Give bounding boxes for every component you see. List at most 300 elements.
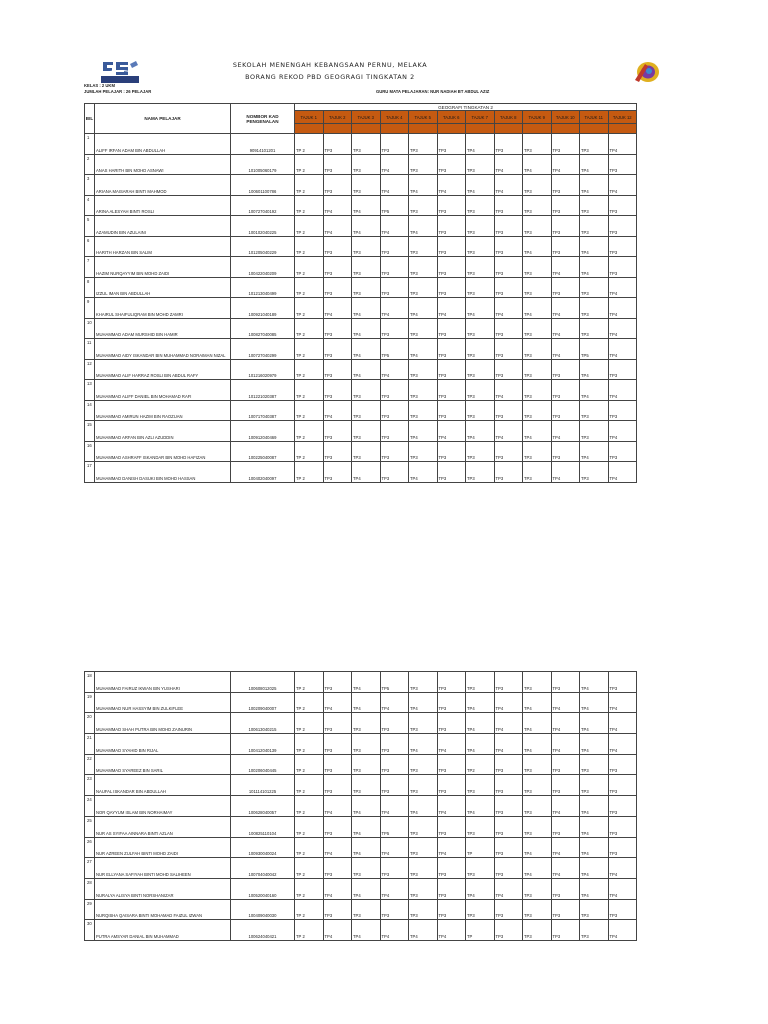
tp-score-cell: TP3 — [380, 775, 409, 796]
tp-score-cell: TP4 — [352, 462, 381, 483]
tp-score-cell: TP 2 — [295, 858, 324, 879]
tp-score-cell: TP3 — [494, 775, 523, 796]
tp-score-cell: TP3 — [352, 277, 381, 298]
tp-score-cell: TP4 — [466, 796, 495, 817]
tp-score-cell: TP3 — [494, 359, 523, 380]
tp-score-cell: TP4 — [352, 672, 381, 693]
tp-score-cell: TP3 — [608, 899, 637, 920]
tajuk-header-3: TAJUK 3 — [352, 111, 381, 124]
tp-score-cell: TP3 — [323, 775, 352, 796]
col-header-bil: BIL — [85, 104, 95, 134]
table-row — [85, 359, 637, 380]
student-name: MUHAMMAD SYAREEZ BIN SARIL — [95, 754, 231, 775]
student-bil: 22 — [85, 754, 95, 775]
tp-score-cell: TP3 — [437, 754, 466, 775]
tp-score-cell: TP2 — [466, 754, 495, 775]
tp-score-cell: TP4 — [437, 920, 466, 941]
tp-score-cell: TP3 — [608, 837, 637, 858]
table-row — [85, 837, 637, 858]
tp-score-cell: TP 2 — [295, 796, 324, 817]
student-name: ARIANA MAISARAH BINTI MAHMOD — [95, 175, 231, 196]
tp-score-cell: TP3 — [494, 318, 523, 339]
tp-score-cell: TP4 — [551, 298, 580, 319]
tp-score-cell: TP 2 — [295, 257, 324, 278]
tp-score-cell: TP 2 — [295, 734, 324, 755]
table-row — [85, 318, 637, 339]
tp-score-cell: TP3 — [523, 672, 552, 693]
tp-score-cell: TP3 — [409, 257, 438, 278]
tp-score-cell: TP4 — [580, 175, 609, 196]
student-bil: 17 — [85, 462, 95, 483]
student-bil: 8 — [85, 277, 95, 298]
tp-score-cell: TP4 — [352, 816, 381, 837]
student-ic: 101213040499 — [231, 277, 295, 298]
student-ic: 100206040445 — [231, 754, 295, 775]
table-row — [85, 920, 637, 941]
student-ic: 100624040421 — [231, 920, 295, 941]
tp-score-cell: TP3 — [409, 380, 438, 401]
table-row — [85, 154, 637, 175]
tp-score-cell: TP4 — [352, 359, 381, 380]
tp-score-cell: TP3 — [608, 796, 637, 817]
tp-score-cell: TP 2 — [295, 380, 324, 401]
tp-score-cell: TP4 — [580, 713, 609, 734]
table-row — [85, 339, 637, 360]
tp-score-cell: TP3 — [580, 400, 609, 421]
tp-score-cell: TP3 — [608, 775, 637, 796]
table-row — [85, 899, 637, 920]
tp-score-cell: TP 2 — [295, 339, 324, 360]
tp-score-cell: TP 2 — [295, 134, 324, 155]
tp-score-cell: TP4 — [437, 796, 466, 817]
tajuk-header-4: TAJUK 4 — [380, 111, 409, 124]
tp-score-cell: TP4 — [437, 298, 466, 319]
tp-score-cell: TP3 — [523, 441, 552, 462]
tp-score-cell: TP4 — [409, 462, 438, 483]
tp-score-cell: TP3 — [580, 216, 609, 237]
tp-score-cell: TP4 — [466, 175, 495, 196]
student-name: MUHAMMAD ALIF HARRAZ ROSLI BIN ABDUL RAFY — [95, 359, 231, 380]
table-row — [85, 298, 637, 319]
tp-score-cell: TP3 — [608, 754, 637, 775]
tp-score-cell: TP3 — [437, 858, 466, 879]
tajuk-band-cell — [466, 124, 495, 134]
student-name: NUR AZREEN ZULFAH BINTI MOHD ZAIDI — [95, 837, 231, 858]
student-bil: 11 — [85, 339, 95, 360]
tp-score-cell: TP3 — [323, 339, 352, 360]
tp-score-cell: TP3 — [323, 899, 352, 920]
table-row — [85, 421, 637, 442]
student-ic: 100520040160 — [231, 878, 295, 899]
tp-score-cell: TP3 — [494, 920, 523, 941]
tp-score-cell: TP3 — [580, 134, 609, 155]
tp-score-cell: TP4 — [380, 216, 409, 237]
tajuk-band-cell — [608, 124, 637, 134]
tp-score-cell: TP4 — [580, 692, 609, 713]
table-row — [85, 713, 637, 734]
tp-score-cell: TP3 — [466, 339, 495, 360]
tp-score-cell: TP4 — [352, 339, 381, 360]
tajuk-band-cell — [295, 124, 324, 134]
tp-score-cell: TP3 — [523, 816, 552, 837]
tp-score-cell: TP3 — [580, 421, 609, 442]
tp-score-cell: TP3 — [352, 858, 381, 879]
tp-score-cell: TP3 — [608, 236, 637, 257]
tp-score-cell: TP3 — [608, 441, 637, 462]
tp-score-cell: TP4 — [580, 154, 609, 175]
tp-score-cell: TP4 — [494, 878, 523, 899]
tp-score-cell: TP3 — [409, 672, 438, 693]
tp-score-cell: TP3 — [352, 754, 381, 775]
student-bil: 21 — [85, 734, 95, 755]
tp-score-cell: TP4 — [580, 796, 609, 817]
student-name: ALIFF IRFAN ADAM BIN ABDULLAH — [95, 134, 231, 155]
tajuk-header-8: TAJUK 8 — [494, 111, 523, 124]
student-name: MUHAMMAD ARFAN BIN AZLI AZUDDIN — [95, 421, 231, 442]
tp-score-cell: TP3 — [551, 216, 580, 237]
tp-score-cell: TP4 — [551, 462, 580, 483]
tp-score-cell: TP4 — [523, 154, 552, 175]
tp-score-cell: TP3 — [523, 380, 552, 401]
crest-logo-icon — [632, 60, 662, 84]
tp-score-cell: TP3 — [523, 775, 552, 796]
student-ic: 100402040097 — [231, 462, 295, 483]
tp-score-cell: TP3 — [352, 236, 381, 257]
student-ic: 101216020979 — [231, 359, 295, 380]
tp-score-cell: TP3 — [466, 380, 495, 401]
tp-score-cell: TP3 — [494, 236, 523, 257]
tp-score-cell: TP3 — [409, 899, 438, 920]
tp-score-cell: TP4 — [580, 441, 609, 462]
tp-score-cell: TP4 — [494, 154, 523, 175]
student-ic: 90914101201 — [231, 134, 295, 155]
tp-score-cell: TP4 — [323, 878, 352, 899]
student-bil: 29 — [85, 899, 95, 920]
teacher-label: GURU MATA PELAJARAN: NUR NADIAH BT ABDUL AZIZ — [376, 89, 490, 94]
tp-score-cell: TP3 — [551, 816, 580, 837]
table-row — [85, 257, 637, 278]
tp-score-cell: TP4 — [323, 216, 352, 237]
tp-score-cell: TP4 — [494, 713, 523, 734]
student-name: MUHAMMAD FAIRUZ IKWAN BIN YUSHARI — [95, 672, 231, 693]
student-ic: 100921040189 — [231, 298, 295, 319]
tp-score-cell: TP4 — [608, 277, 637, 298]
tp-score-cell: TP3 — [323, 277, 352, 298]
tp-score-cell: TP3 — [323, 754, 352, 775]
student-bil: 27 — [85, 858, 95, 879]
tp-score-cell: TP4 — [409, 216, 438, 237]
tp-score-cell: TP 2 — [295, 878, 324, 899]
tp-score-cell: TP4 — [409, 298, 438, 319]
tp-score-cell: TP4 — [580, 380, 609, 401]
tp-score-cell: TP3 — [551, 775, 580, 796]
student-name: NUR ELLYANA SAFIYAH BINTI MOHD SALIHEEN — [95, 858, 231, 879]
tp-score-cell: TP4 — [494, 734, 523, 755]
student-ic: 100727040192 — [231, 195, 295, 216]
tp-score-cell: TP3 — [323, 380, 352, 401]
tp-score-cell: TP3 — [437, 236, 466, 257]
tp-score-cell: TP4 — [380, 359, 409, 380]
student-name: HARITH HARZAN BIN SALIM — [95, 236, 231, 257]
tp-score-cell: TP3 — [551, 175, 580, 196]
student-name: AZAMUDIN BIN AZULAINI — [95, 216, 231, 237]
tp-score-cell: TP3 — [580, 754, 609, 775]
tp-score-cell: TP3 — [352, 400, 381, 421]
tp-score-cell: TP4 — [466, 734, 495, 755]
tp-score-cell: TP4 — [380, 175, 409, 196]
tp-score-cell: TP4 — [608, 175, 637, 196]
student-ic: 100825110104 — [231, 816, 295, 837]
tp-score-cell: TP4 — [551, 421, 580, 442]
tp-score-cell: TP3 — [409, 754, 438, 775]
student-name: NUR AS SYIFAA AINNARA BINTI AZLAN — [95, 816, 231, 837]
tp-score-cell: TP3 — [551, 672, 580, 693]
tp-score-cell: TP3 — [437, 816, 466, 837]
student-name: PUTRA AMSYAR DANIAL BIN MUHAMMAD — [95, 920, 231, 941]
tp-score-cell: TP4 — [523, 858, 552, 879]
tp-score-cell: TP4 — [409, 175, 438, 196]
tp-score-cell: TP3 — [494, 837, 523, 858]
student-bil: 19 — [85, 692, 95, 713]
table-row — [85, 858, 637, 879]
table-row — [85, 462, 637, 483]
tp-score-cell: TP3 — [494, 754, 523, 775]
tp-score-cell: TP3 — [323, 175, 352, 196]
student-name: MUHAMMAD ALIFF DANIEL BIN MOHAMAD RAFI — [95, 380, 231, 401]
tp-score-cell: TP3 — [352, 713, 381, 734]
table-row — [85, 380, 637, 401]
tp-score-cell: TP3 — [409, 134, 438, 155]
school-name: SEKOLAH MENENGAH KEBANGSAAN PERNU, MELAKA — [232, 61, 428, 69]
tp-score-cell: TP4 — [551, 692, 580, 713]
tp-score-cell: TP3 — [323, 154, 352, 175]
tajuk-header-12: TAJUK 12 — [608, 111, 637, 124]
tajuk-band-cell — [494, 124, 523, 134]
tp-score-cell: TP3 — [523, 920, 552, 941]
tp-score-cell: TP4 — [466, 692, 495, 713]
student-name: MUHAMMAD ADAM MURSHID BIN HAMIR — [95, 318, 231, 339]
tp-score-cell: TP3 — [352, 380, 381, 401]
student-bil: 30 — [85, 920, 95, 941]
tp-score-cell: TP3 — [409, 195, 438, 216]
student-ic: 100628040057 — [231, 796, 295, 817]
table-row — [85, 195, 637, 216]
tp-score-cell: TP3 — [323, 441, 352, 462]
tp-score-cell: TP4 — [409, 920, 438, 941]
tp-score-cell: TP3 — [466, 154, 495, 175]
tp-score-cell: TP4 — [494, 175, 523, 196]
table-row — [85, 734, 637, 755]
tp-score-cell: TP4 — [409, 339, 438, 360]
tp-score-cell: TP3 — [608, 257, 637, 278]
col-header-nama: NAMA PELAJAR — [95, 104, 231, 134]
tp-score-cell: TP3 — [437, 134, 466, 155]
tp-score-cell: TP3 — [608, 816, 637, 837]
tp-score-cell: TP4 — [352, 837, 381, 858]
tp-score-cell: TP3 — [409, 878, 438, 899]
tp-score-cell: TP 2 — [295, 441, 324, 462]
tp-score-cell: TP — [466, 837, 495, 858]
student-ic: 100601100786 — [231, 175, 295, 196]
tp-score-cell: TP4 — [494, 298, 523, 319]
student-ic: 100717040387 — [231, 400, 295, 421]
tp-score-cell: TP4 — [323, 298, 352, 319]
tp-score-cell: TP3 — [323, 359, 352, 380]
tp-score-cell: TP4 — [580, 837, 609, 858]
tp-score-cell: TP3 — [437, 154, 466, 175]
tp-score-cell: TP4 — [580, 236, 609, 257]
tp-score-cell: TP4 — [323, 837, 352, 858]
tajuk-band-cell — [437, 124, 466, 134]
table-row — [85, 441, 637, 462]
student-bil: 9 — [85, 298, 95, 319]
tp-score-cell: TP3 — [551, 441, 580, 462]
tp-score-cell: TP3 — [380, 754, 409, 775]
student-name: MUHAMMAD AIDY ISKANDAR BIN MUHAMMAD NORAIMAN NIZAL — [95, 339, 231, 360]
tp-score-cell: TP4 — [551, 713, 580, 734]
tp-score-cell: TP4 — [608, 920, 637, 941]
tp-score-cell: TP3 — [409, 837, 438, 858]
student-bil: 18 — [85, 672, 95, 693]
tp-score-cell: TP3 — [551, 920, 580, 941]
tp-score-cell: TP3 — [551, 380, 580, 401]
tp-score-cell: TP3 — [409, 236, 438, 257]
tajuk-band-cell — [580, 124, 609, 134]
tajuk-band-cell — [352, 124, 381, 134]
tp-score-cell: TP3 — [580, 195, 609, 216]
tp-score-cell: TP4 — [494, 692, 523, 713]
tp-score-cell: TP5 — [380, 816, 409, 837]
student-ic: 101221020387 — [231, 380, 295, 401]
tp-score-cell: TP 2 — [295, 195, 324, 216]
tp-score-cell: TP 2 — [295, 298, 324, 319]
tp-score-cell: TP3 — [380, 236, 409, 257]
tp-score-cell: TP 2 — [295, 920, 324, 941]
table-row — [85, 277, 637, 298]
tp-score-cell: TP3 — [608, 400, 637, 421]
tp-score-cell: TP4 — [409, 796, 438, 817]
tp-score-cell: TP5 — [380, 672, 409, 693]
tp-score-cell: TP4 — [608, 298, 637, 319]
tajuk-header-6: TAJUK 6 — [437, 111, 466, 124]
tp-score-cell: TP3 — [551, 878, 580, 899]
tp-score-cell: TP4 — [551, 154, 580, 175]
tp-score-cell: TP3 — [523, 878, 552, 899]
tp-score-cell: TP4 — [608, 134, 637, 155]
tp-score-cell: TP3 — [352, 134, 381, 155]
tp-score-cell: TP4 — [551, 318, 580, 339]
student-bil: 12 — [85, 359, 95, 380]
tp-score-cell: TP3 — [437, 775, 466, 796]
tp-score-cell: TP3 — [523, 339, 552, 360]
tp-score-cell: TP4 — [352, 318, 381, 339]
tp-score-cell: TP3 — [580, 462, 609, 483]
tp-score-cell: TP3 — [551, 754, 580, 775]
tp-score-cell: TP3 — [494, 441, 523, 462]
tp-score-cell: TP3 — [466, 672, 495, 693]
tp-score-cell: TP3 — [551, 195, 580, 216]
tp-score-cell: TP3 — [523, 195, 552, 216]
student-name: KHAIRUL SHAIFULIQRAM BIN MOHD ZAMRI — [95, 298, 231, 319]
tp-score-cell: TP3 — [466, 216, 495, 237]
tp-score-cell: TP4 — [608, 421, 637, 442]
tp-score-cell: TP4 — [551, 339, 580, 360]
tp-score-cell: TP3 — [580, 899, 609, 920]
tp-score-cell: TP4 — [494, 380, 523, 401]
tp-score-cell: TP3 — [494, 277, 523, 298]
tajuk-header-11: TAJUK 11 — [580, 111, 609, 124]
student-bil: 26 — [85, 837, 95, 858]
tp-score-cell: TP3 — [380, 134, 409, 155]
tp-score-cell: TP3 — [580, 775, 609, 796]
tp-score-cell: TP3 — [437, 672, 466, 693]
tp-score-cell: TP4 — [380, 154, 409, 175]
tp-score-cell: TP 2 — [295, 236, 324, 257]
tp-score-cell: TP4 — [608, 380, 637, 401]
student-bil: 3 — [85, 175, 95, 196]
student-ic: 101005060179 — [231, 154, 295, 175]
student-bil: 15 — [85, 421, 95, 442]
record-table-page-2 — [84, 671, 637, 941]
tp-score-cell: TP 2 — [295, 277, 324, 298]
tajuk-band-cell — [409, 124, 438, 134]
student-name: MUHAMMAD DANISH DASUKI BIN MOHD HASSAN — [95, 462, 231, 483]
tajuk-header-2: TAJUK 2 — [323, 111, 352, 124]
tp-score-cell: TP3 — [409, 400, 438, 421]
tp-score-cell: TP4 — [608, 692, 637, 713]
tp-score-cell: TP3 — [437, 462, 466, 483]
student-ic: 100409040030 — [231, 899, 295, 920]
student-name: MUHAMMAD SHAH PUTRA BIN MOHD ZAINURIN — [95, 713, 231, 734]
tp-score-cell: TP3 — [409, 816, 438, 837]
tp-score-cell: TP3 — [608, 359, 637, 380]
tp-score-cell: TP3 — [494, 858, 523, 879]
tp-score-cell: TP4 — [380, 920, 409, 941]
tp-score-cell: TP3 — [466, 359, 495, 380]
tp-score-cell: TP3 — [580, 298, 609, 319]
student-bil: 5 — [85, 216, 95, 237]
student-name: MUHAMMAD SYAHID BIN RIJAL — [95, 734, 231, 755]
form-title: BORANG REKOD PBD GEOGRAGI TINGKATAN 2 — [245, 73, 415, 81]
tp-score-cell: TP4 — [352, 796, 381, 817]
tp-score-cell: TP3 — [409, 441, 438, 462]
tp-score-cell: TP4 — [608, 734, 637, 755]
tp-score-cell: TP3 — [494, 134, 523, 155]
tp-score-cell: TP3 — [409, 775, 438, 796]
tp-score-cell: TP3 — [352, 175, 381, 196]
tp-score-cell: TP4 — [551, 257, 580, 278]
tp-score-cell: TP4 — [523, 734, 552, 755]
tp-score-cell: TP4 — [466, 713, 495, 734]
tp-score-cell: TP4 — [466, 421, 495, 442]
tp-score-cell: TP3 — [323, 858, 352, 879]
student-ic: 100608012025 — [231, 672, 295, 693]
tp-score-cell: TP4 — [352, 216, 381, 237]
tp-score-cell: TP4 — [380, 298, 409, 319]
table-row — [85, 236, 637, 257]
tp-score-cell: TP3 — [437, 380, 466, 401]
tp-score-cell: TP 2 — [295, 462, 324, 483]
tp-score-cell: TP3 — [409, 318, 438, 339]
tp-score-cell: TP4 — [352, 692, 381, 713]
tp-score-cell: TP 2 — [295, 421, 324, 442]
tp-score-cell: TP3 — [551, 400, 580, 421]
tp-score-cell: TP — [466, 920, 495, 941]
student-bil: 16 — [85, 441, 95, 462]
record-table-page-1 — [84, 103, 637, 483]
table-row — [85, 134, 637, 155]
tp-score-cell: TP3 — [466, 441, 495, 462]
